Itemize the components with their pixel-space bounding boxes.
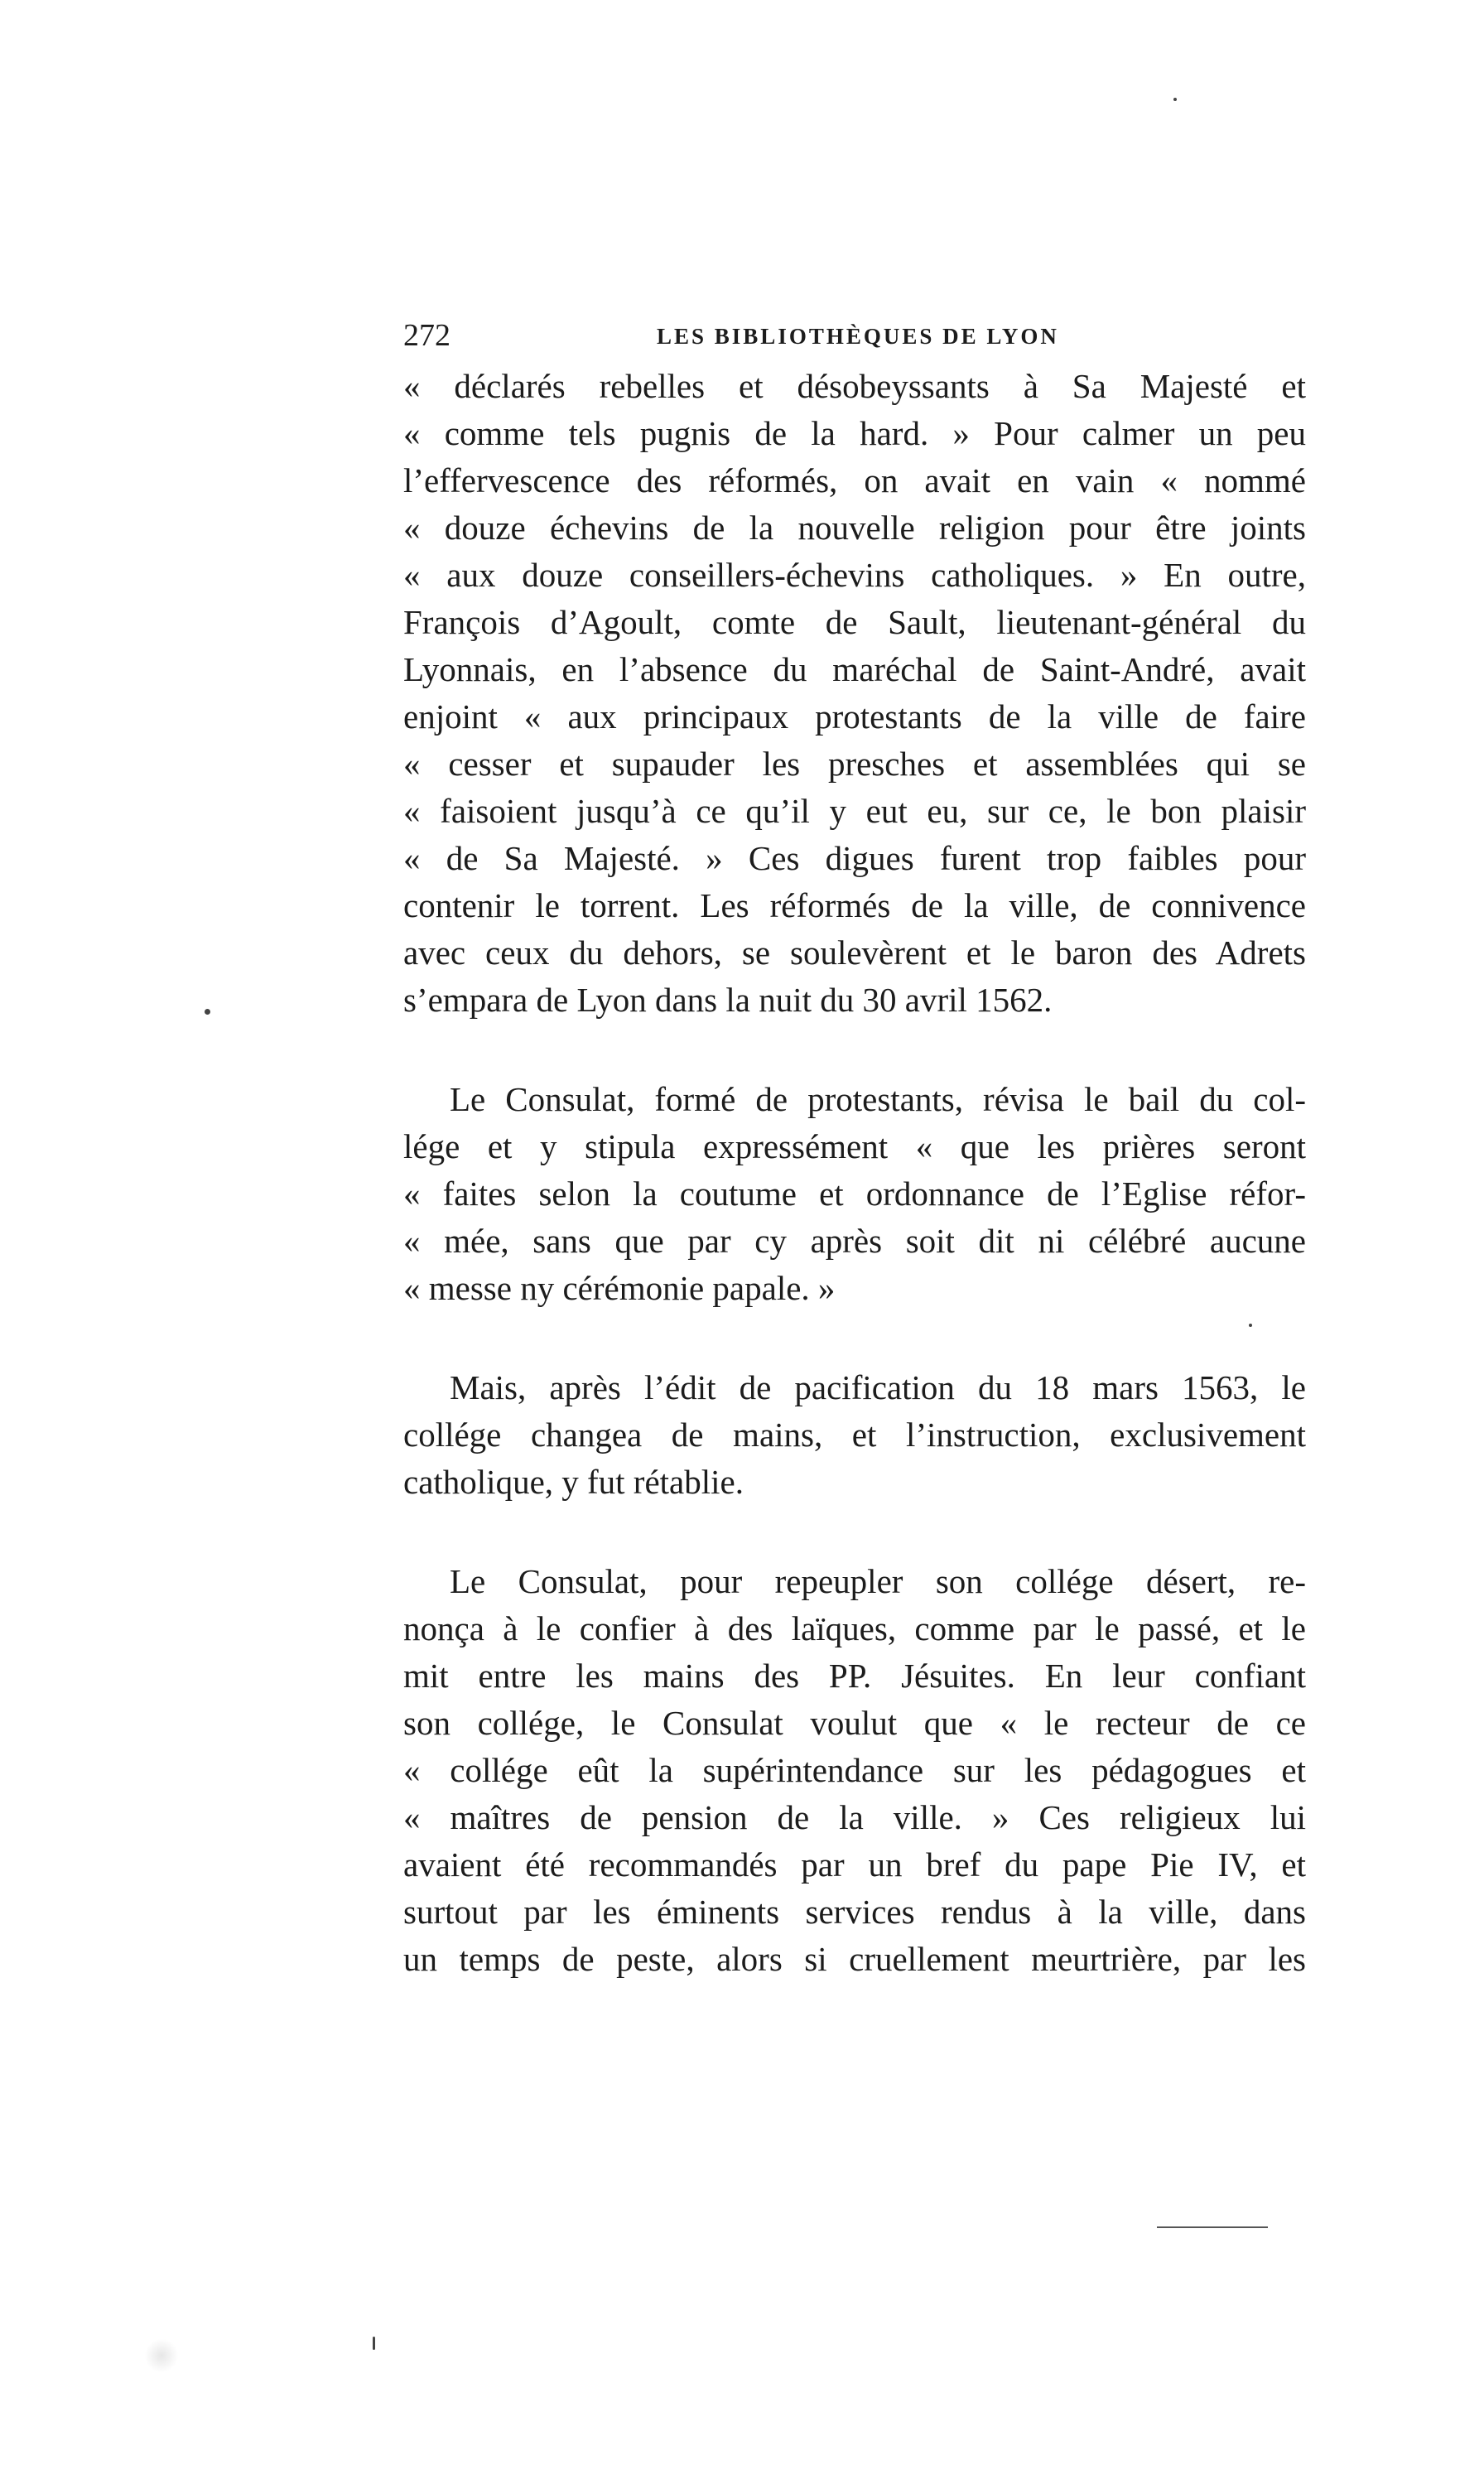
text-line: mit entre les mains des PP. Jésuites. En leur confiant <box>403 1657 1306 1695</box>
text-line: « déclarés rebelles et désobeyssants à Sa Majesté et <box>403 367 1306 405</box>
text-line: lége et y stipula expressément « que les prières seront <box>403 1127 1306 1165</box>
text-line: « mée, sans que par cy après soit dit ni célébré aucune <box>403 1222 1306 1260</box>
paragraph-4 <box>403 1558 1306 1983</box>
text-line: catholique, y fut rétablie. <box>403 1463 744 1501</box>
paragraph-spacer <box>403 1024 1306 1076</box>
text-line: Mais, après l’édit de pacification du 18 mars 1563, le <box>450 1368 1306 1406</box>
text-line: avaient été recommandés par un bref du pape Pie IV, et <box>403 1845 1306 1884</box>
paragraph-1 <box>403 363 1306 1024</box>
text-line: « aux douze conseillers-échevins catholiques. » En outre, <box>403 556 1306 594</box>
text-line: un temps de peste, alors si cruellement meurtrière, par les <box>403 1940 1306 1978</box>
text-line: son collége, le Consulat voulut que « le recteur de ce <box>403 1704 1306 1742</box>
text-line: « collége eût la supérintendance sur les pédagogues et <box>403 1751 1306 1789</box>
paragraph-2 <box>403 1076 1306 1312</box>
page-number: 272 <box>403 318 450 353</box>
paragraph-spacer <box>403 1506 1306 1558</box>
paragraph-spacer <box>403 1312 1306 1364</box>
body-text <box>403 363 1306 1983</box>
print-speck <box>1249 1324 1252 1327</box>
text-line: l’effervescence des réformés, on avait en vain « nommé <box>403 461 1306 499</box>
print-speck <box>373 2337 375 2350</box>
text-line: « cesser et supauder les presches et assemblées qui se <box>403 745 1306 783</box>
text-line: nonça à le confier à des laïques, comme par le passé, et le <box>403 1609 1306 1647</box>
text-line: « de Sa Majesté. » Ces digues furent trop faibles pour <box>403 839 1306 877</box>
text-line: « messe ny cérémonie papale. » <box>403 1269 836 1307</box>
text-line: « comme tels pugnis de la hard. » Pour calmer un peu <box>403 414 1306 452</box>
text-line: Le Consulat, pour repeupler son collége désert, re- <box>450 1562 1306 1600</box>
bottom-rule <box>1157 2226 1268 2228</box>
text-line: « douze échevins de la nouvelle religion pour être joints <box>403 509 1306 547</box>
text-line: François d’Agoult, comte de Sault, lieutenant-général du <box>403 603 1306 641</box>
text-line: Lyonnais, en l’absence du maréchal de Saint-André, avait <box>403 650 1306 688</box>
running-head <box>403 315 1306 356</box>
running-title: LES BIBLIOTHÈQUES DE LYON <box>657 324 1059 349</box>
paper-smudge <box>145 2338 178 2373</box>
text-line: surtout par les éminents services rendus à la ville, dans <box>403 1893 1306 1931</box>
text-line: collége changea de mains, et l’instruction, exclusivement <box>403 1416 1306 1454</box>
paragraph-3 <box>403 1364 1306 1506</box>
text-line: « faites selon la coutume et ordonnance de l’Eglise réfor- <box>403 1175 1306 1213</box>
print-speck <box>205 1009 210 1015</box>
print-speck <box>1173 98 1177 101</box>
text-line: avec ceux du dehors, se soulevèrent et le baron des Adrets <box>403 933 1306 972</box>
text-line: « maîtres de pension de la ville. » Ces religieux lui <box>403 1798 1306 1836</box>
text-line: enjoint « aux principaux protestants de la ville de faire <box>403 697 1306 736</box>
text-line: « faisoient jusqu’à ce qu’il y eut eu, sur ce, le bon plaisir <box>403 792 1306 830</box>
text-line: contenir le torrent. Les réformés de la ville, de connivence <box>403 886 1306 924</box>
text-line: s’empara de Lyon dans la nuit du 30 avril 1562. <box>403 981 1053 1019</box>
text-line: Le Consulat, formé de protestants, révisa le bail du col- <box>450 1080 1306 1118</box>
